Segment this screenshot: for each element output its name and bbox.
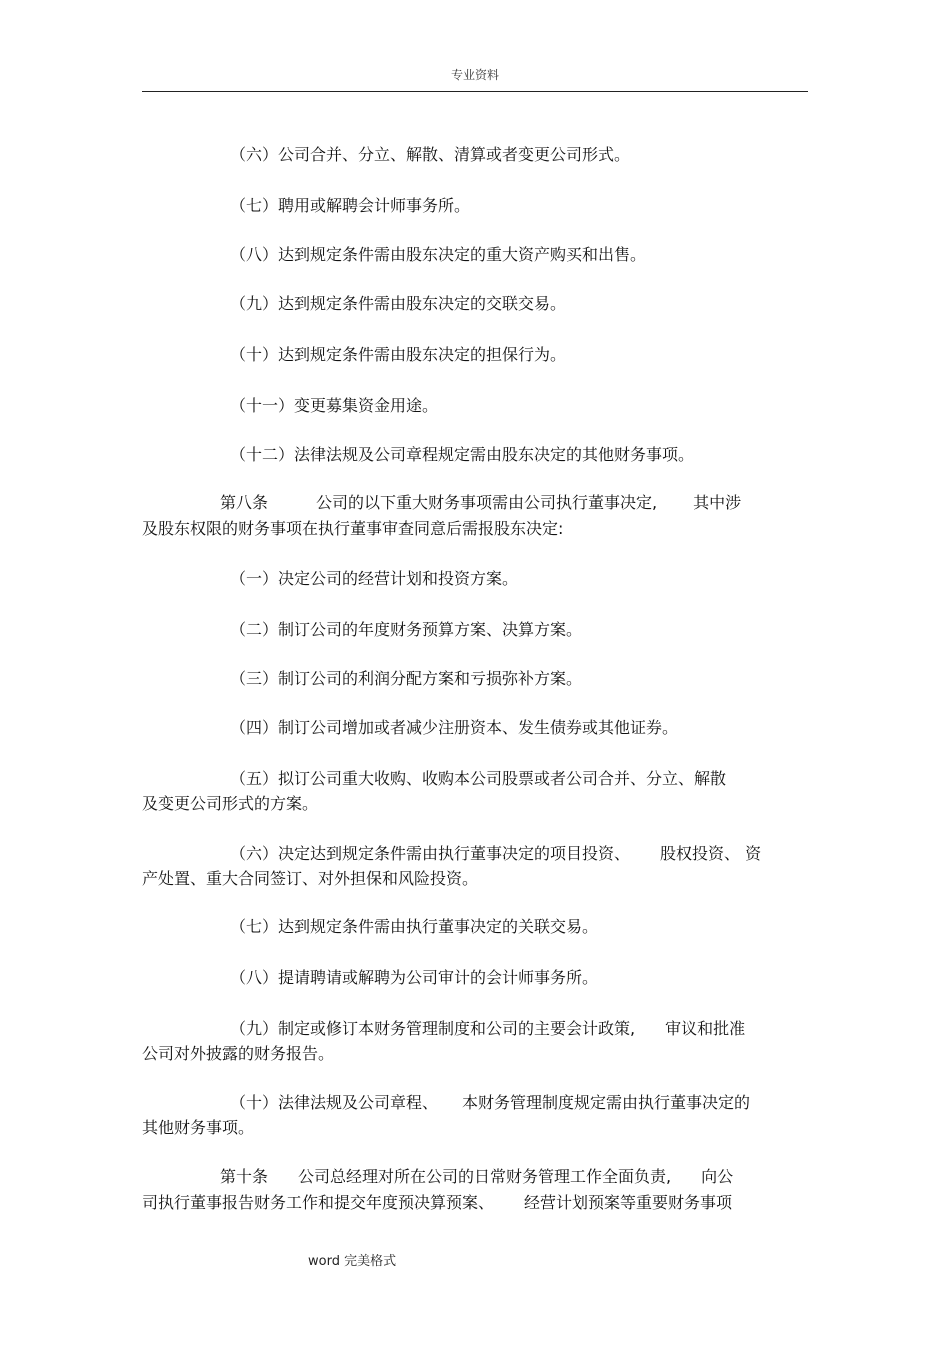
- list-item-continued: 其他财务事项。: [142, 1118, 255, 1137]
- list-item: （十二）法律法规及公司章程规定需由股东决定的其他财务事项。: [230, 445, 695, 464]
- list-item: （八）提请聘请或解聘为公司审计的会计师事务所。: [230, 968, 599, 987]
- list-item-continued: 产处置、重大合同签订、对外担保和风险投资。: [142, 869, 479, 888]
- article-text: 向公: [701, 1167, 734, 1186]
- list-item: （十一）变更募集资金用途。: [230, 396, 439, 415]
- article-8-line-1: [142, 490, 886, 515]
- item-text: （六）决定达到规定条件需由执行董事决定的项目投资、: [230, 844, 631, 863]
- article-text: 经营计划预案等重要财务事项: [524, 1193, 733, 1212]
- article-text: 司执行董事报告财务工作和提交年度预决算预案、: [142, 1193, 495, 1212]
- article-8-line-2: 及股东权限的财务事项在执行董事审查同意后需报股东决定:: [142, 519, 564, 538]
- list-item: （四）制订公司增加或者减少注册资本、发生债券或其他证券。: [230, 718, 679, 737]
- header-divider: [142, 91, 808, 92]
- list-item-continued: 公司对外披露的财务报告。: [142, 1044, 335, 1063]
- item-text: 审议和批准: [665, 1019, 746, 1038]
- list-item: （六）公司合并、分立、解散、清算或者变更公司形式。: [230, 145, 631, 164]
- article-10-line-1: [142, 1164, 886, 1189]
- article-10-line-2: [142, 1190, 808, 1215]
- article-text: 其中涉: [693, 493, 742, 512]
- list-item: （十）达到规定条件需由股东决定的担保行为。: [230, 345, 567, 364]
- page-header: 专业资料: [450, 68, 499, 82]
- list-item: （八）达到规定条件需由股东决定的重大资产购买和出售。: [230, 245, 647, 264]
- article-label: 第十条: [220, 1167, 269, 1186]
- item-text: （九）制定或修订本财务管理制度和公司的主要会计政策,: [230, 1019, 636, 1038]
- article-text: 公司总经理对所在公司的日常财务管理工作全面负责,: [298, 1167, 672, 1186]
- item-text: 股权投资、 资: [660, 844, 762, 863]
- article-text: 公司的以下重大财务事项需由公司执行董事决定,: [316, 493, 658, 512]
- list-item: [142, 1090, 896, 1115]
- list-item: （九）达到规定条件需由股东决定的交联交易。: [230, 294, 567, 313]
- list-item: （二）制订公司的年度财务预算方案、决算方案。: [230, 620, 583, 639]
- list-item: （七）聘用或解聘会计师事务所。: [230, 196, 471, 215]
- list-item: [142, 1016, 896, 1041]
- list-item: （一）决定公司的经营计划和投资方案。: [230, 569, 519, 588]
- list-item: （三）制订公司的利润分配方案和亏损弥补方案。: [230, 669, 583, 688]
- list-item: （七）达到规定条件需由执行董事决定的关联交易。: [230, 917, 599, 936]
- list-item: （五）拟订公司重大收购、收购本公司股票或者公司合并、分立、解散: [230, 769, 727, 788]
- list-item: [142, 841, 896, 866]
- list-item-continued: 及变更公司形式的方案。: [142, 794, 319, 813]
- item-text: 本财务管理制度规定需由执行董事决定的: [462, 1093, 751, 1112]
- page-footer: word 完美格式: [308, 1254, 397, 1269]
- article-label: 第八条: [220, 493, 269, 512]
- item-text: （十）法律法规及公司章程、: [230, 1093, 439, 1112]
